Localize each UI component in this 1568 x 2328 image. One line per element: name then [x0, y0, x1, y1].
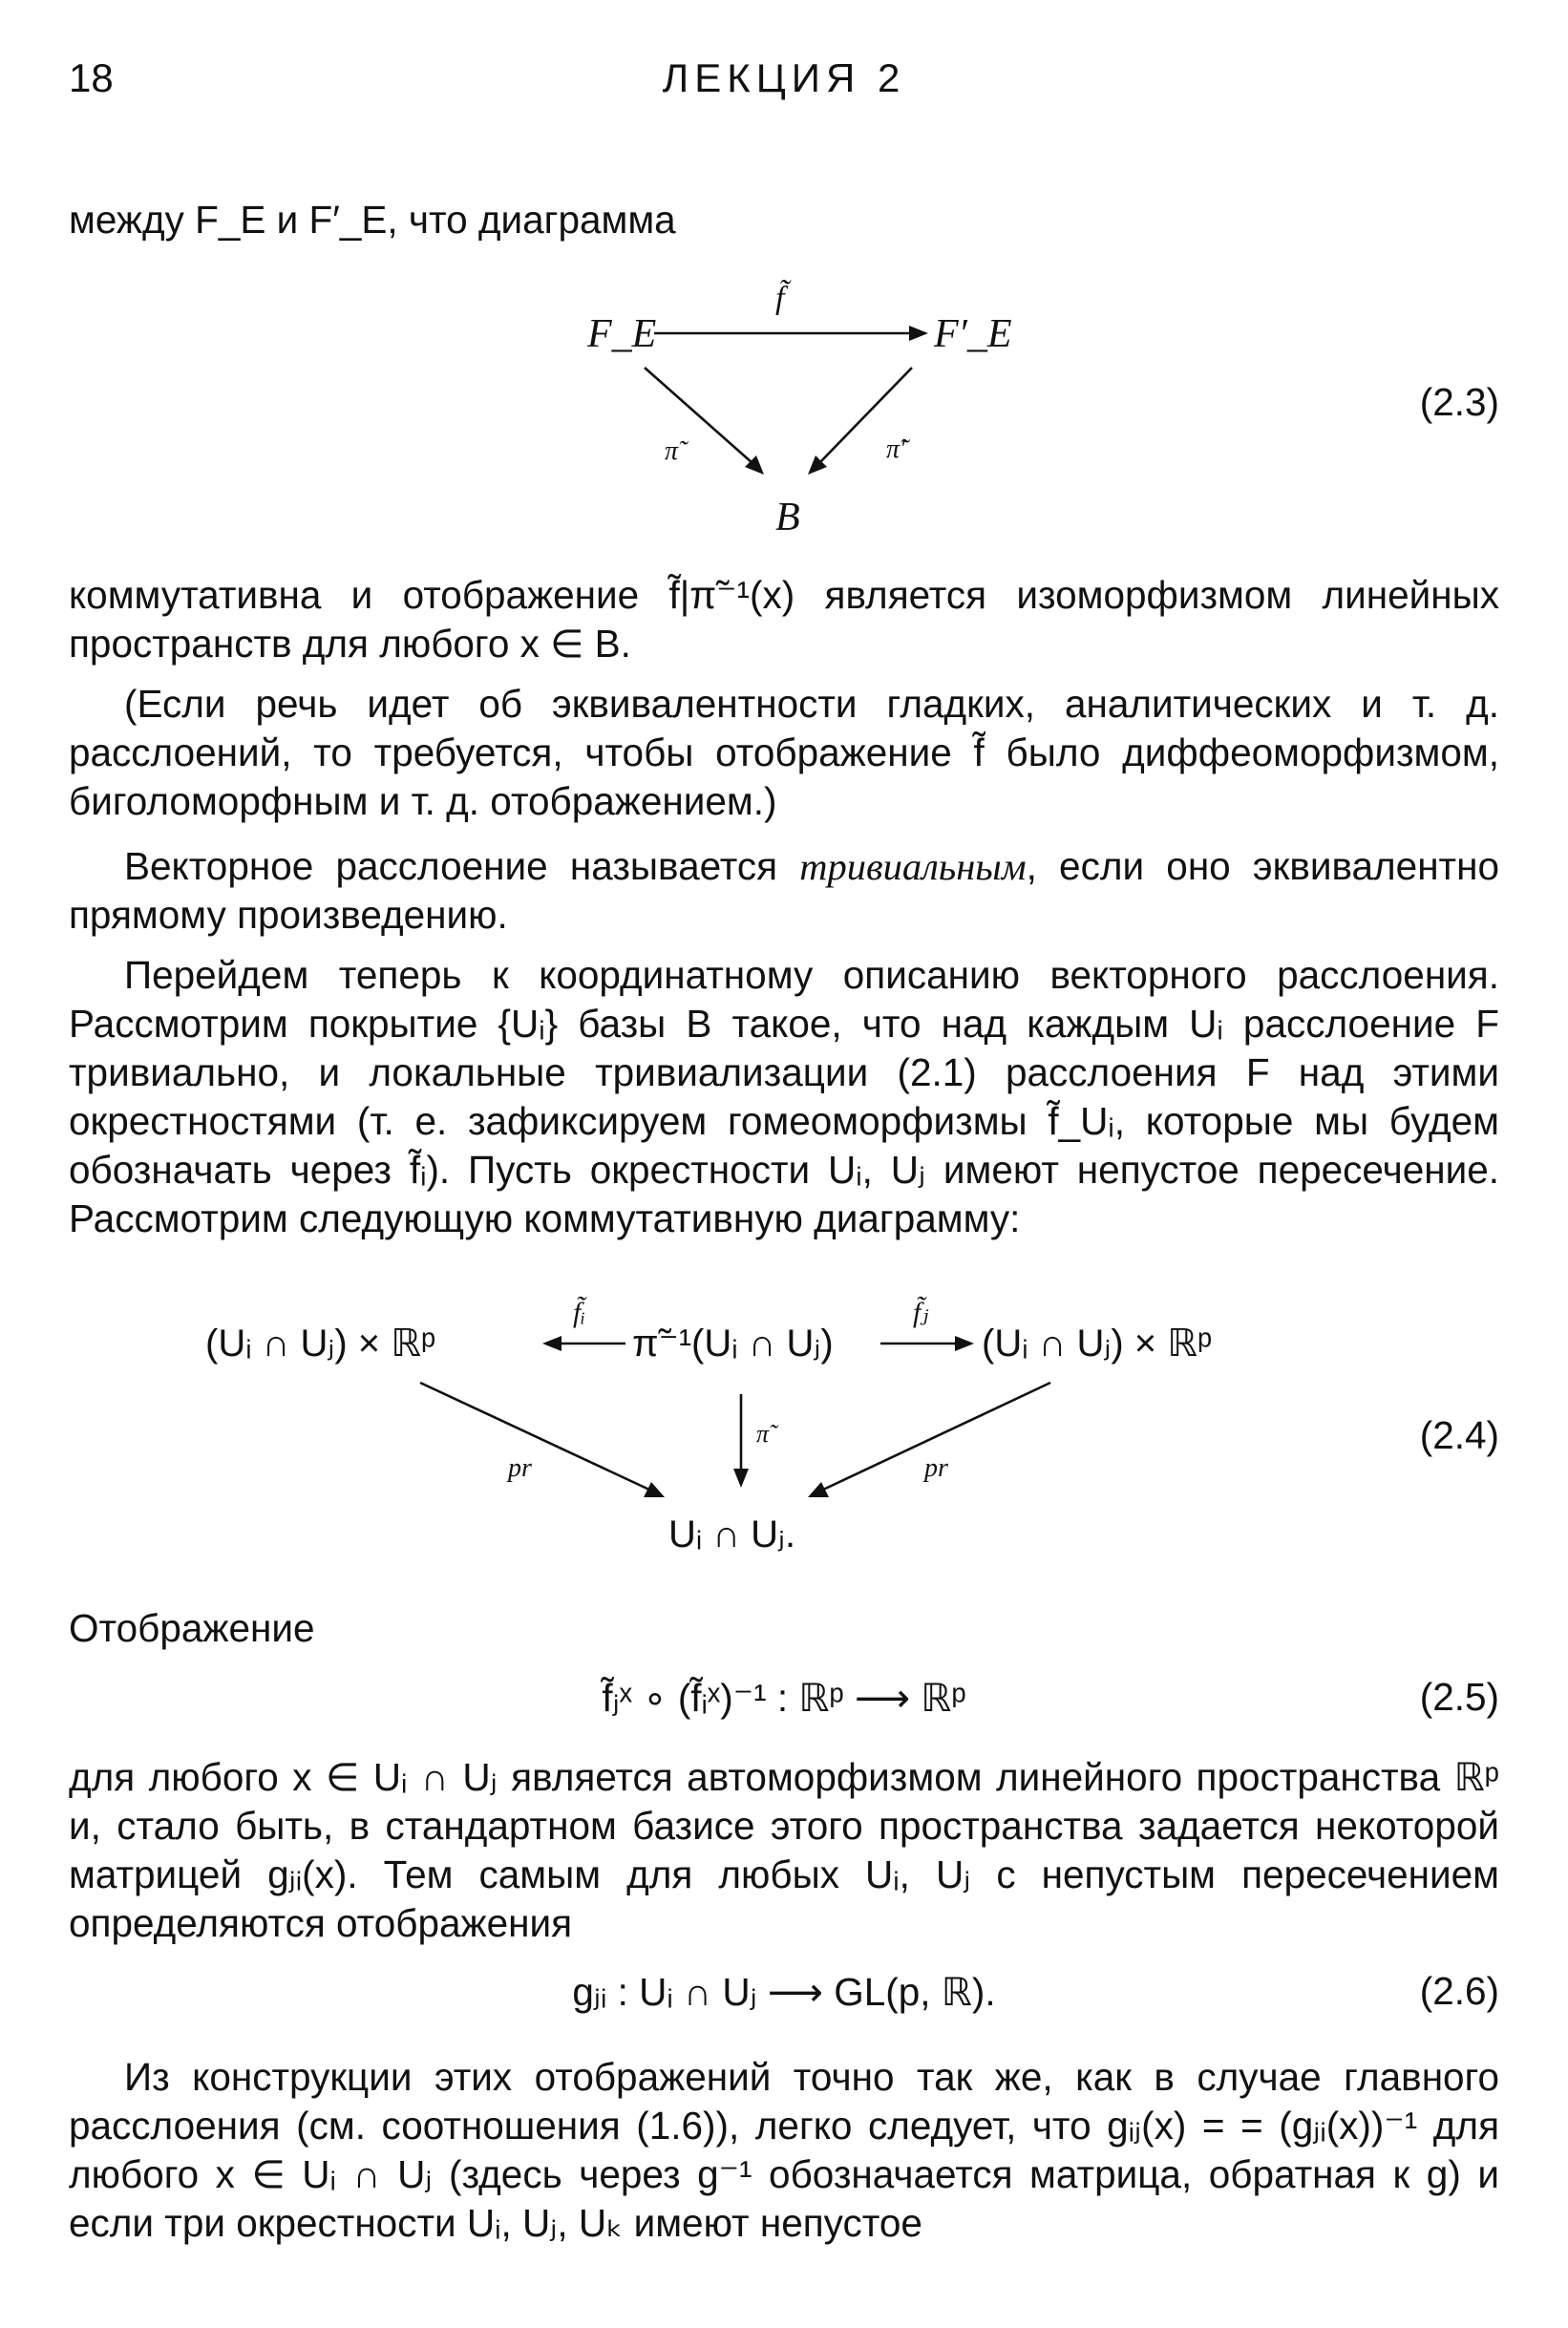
- paragraph-intro: между F_E и F′_E, что диаграмма: [69, 198, 676, 242]
- text-fragment: , если оно эквивалентно прямому произведению.: [69, 844, 1499, 937]
- arrow-label-pi: π̃: [665, 436, 679, 466]
- paragraph-construction: Из конструкции этих отображений точно так же, как в случае главного расслоения (см. соотношения (1.6)), легко следует, что gᵢⱼ(x) = = (gⱼᵢ(x))⁻¹ для любого x ∈ Uᵢ ∩ Uⱼ (здесь через g⁻¹ обозначается матрица, обратная к g) и если три окрестности Uᵢ, Uⱼ, Uₖ имеют непустое: [69, 2055, 1499, 2245]
- paragraph-automorphism: для любого x ∈ Uᵢ ∩ Uⱼ является автоморфизмом линейного пространства ℝᵖ и, стало быть, в стандартном базисе этого пространства задается некоторой матрицей gⱼᵢ(x). Тем самым для любых Uᵢ, Uⱼ с непустым пересечением определяются отображения: [69, 1755, 1499, 1945]
- arrowhead: [955, 1336, 974, 1351]
- page-number: 18: [69, 55, 114, 100]
- equation-label-2-6: (2.6): [1419, 1969, 1499, 2013]
- arrow-pi-tilde: [645, 368, 752, 463]
- diagram-node-right-product: (Uᵢ ∩ Uⱼ) × ℝᵖ: [982, 1323, 1213, 1365]
- arrow-label-pr-right: pr: [924, 1453, 948, 1483]
- diagram-node-FE-prime: F′_E: [934, 312, 1012, 356]
- arrow-label-f-j: f̃ⱼ: [913, 1297, 929, 1328]
- commutative-diagram-2-4: [191, 1289, 1318, 1585]
- text-fragment: Векторное расслоение называется: [124, 844, 800, 888]
- paragraph-trivial: [69, 842, 1499, 940]
- diagram-node-preimage: π̃⁻¹(Uᵢ ∩ Uⱼ): [632, 1323, 834, 1365]
- diagram-node-B: B: [775, 496, 800, 540]
- arrowhead: [542, 1336, 562, 1351]
- diagram-node-FE: F_E: [587, 312, 657, 356]
- equation-label-2-5: (2.5): [1419, 1675, 1499, 1719]
- formula-2-6: gⱼᵢ : Uᵢ ∩ Uⱼ ⟶ GL(p, ℝ).: [572, 1970, 996, 2014]
- arrow-label-f: f̃: [775, 281, 785, 316]
- paragraph-coordinate-description: Перейдем теперь к координатному описанию векторного расслоения. Рассмотрим покрытие {Uᵢ} базы B такое, что над каждым Uᵢ расслоение F тривиально, и локальные тривиализации (2.1) расслоения F над этими окрестностями (т. е. зафиксируем гомеоморфизмы f̃_Uᵢ, которые мы будем обозначать через f̃ᵢ). Пусть окрестности Uᵢ, Uⱼ имеют непустое пересечение. Рассмотрим следующую коммутативную диаграмму:: [69, 953, 1499, 1240]
- arrow-label-pr-left: pr: [508, 1453, 532, 1483]
- paragraph-mapping: Отображение: [69, 1606, 315, 1650]
- equation-label-2-4: (2.4): [1419, 1413, 1499, 1457]
- arrow-pr-left: [420, 1383, 649, 1490]
- arrowhead: [909, 326, 928, 341]
- arrow-label-pi-down: π̃: [756, 1420, 770, 1448]
- commutative-diagram-2-3: [535, 272, 1031, 549]
- diagram-node-intersection: Uᵢ ∩ Uⱼ.: [668, 1513, 796, 1556]
- term-emphasis: тривиальным: [799, 845, 1027, 888]
- equation-label-2-3: (2.3): [1419, 380, 1499, 424]
- paragraph-commutative: коммутативна и отображение f̃|π̃⁻¹(x) является изоморфизмом линейных пространств для любого x ∈ B.: [69, 573, 1499, 666]
- diagram-node-left-product: (Uᵢ ∩ Uⱼ) × ℝᵖ: [205, 1323, 436, 1365]
- formula-2-5: f̃ⱼˣ ∘ (f̃ᵢˣ)⁻¹ : ℝᵖ ⟶ ℝᵖ: [602, 1676, 966, 1720]
- paragraph-remark: (Если речь идет об эквивалентности гладких, аналитических и т. д. расслоений, то требуется, чтобы отображение f̃ было диффеоморфизмом, биголоморфным и т. д. отображением.): [69, 682, 1499, 823]
- arrow-label-f-i: f̃ᵢ: [573, 1297, 586, 1328]
- running-header: ЛЕКЦИЯ 2: [662, 55, 906, 100]
- arrowhead: [733, 1469, 749, 1488]
- arrow-label-pi-prime: π̃′: [886, 434, 906, 464]
